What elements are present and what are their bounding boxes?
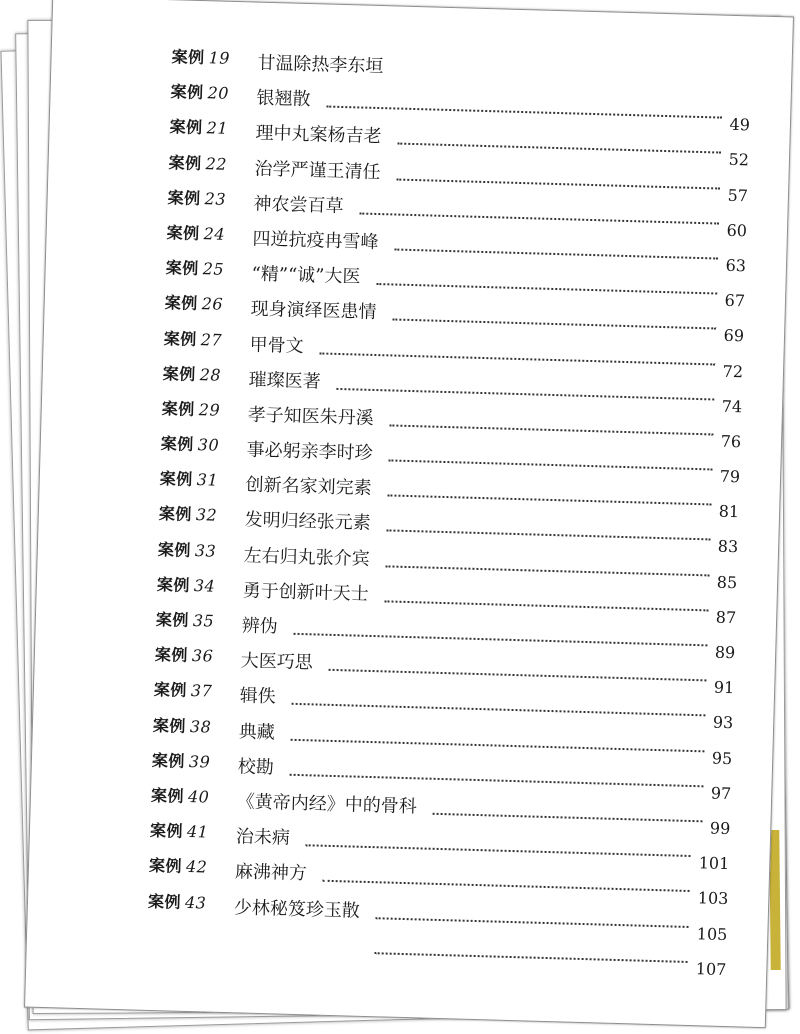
case-number: 33 (194, 540, 217, 561)
case-number: 20 (207, 83, 230, 103)
page-number: 57 (727, 185, 749, 205)
table-of-contents (146, 44, 751, 979)
case-title: 发明归经张元素 (244, 509, 371, 535)
case-label-text: 案例 (166, 223, 200, 243)
page-number: 93 (712, 712, 734, 733)
case-label-text: 案例 (154, 645, 189, 666)
page-number: 99 (709, 818, 731, 839)
case-label (160, 466, 219, 491)
case-number: 30 (197, 435, 220, 455)
case-title: 典藏 (238, 720, 276, 743)
page-number: 49 (729, 114, 751, 135)
page-number: 52 (728, 150, 750, 170)
case-title: 治未病 (235, 826, 291, 849)
dot-leader (392, 319, 716, 330)
case-title: 四逆抗疫冉雪峰 (252, 228, 379, 253)
case-number: 37 (190, 681, 213, 701)
case-label-text: 案例 (164, 293, 199, 314)
case-label-text: 案例 (149, 821, 184, 841)
case-number: 42 (185, 857, 208, 877)
page-number: 69 (723, 326, 745, 346)
case-label (170, 79, 229, 104)
case-label-text: 案例 (161, 398, 196, 419)
case-title: 现身演绎医患情 (250, 298, 377, 324)
case-number: 39 (188, 751, 211, 772)
case-number: 27 (200, 329, 223, 350)
case-label-text: 案例 (158, 504, 193, 525)
case-number: 41 (186, 822, 209, 842)
case-title: 孝子知医朱丹溪 (247, 404, 374, 429)
page-number: 89 (714, 642, 736, 663)
case-label-text: 案例 (155, 609, 190, 630)
page-number: 107 (695, 958, 727, 979)
page-number: 79 (719, 466, 741, 487)
case-label-text: 案例 (151, 750, 186, 771)
case-label-text: 案例 (167, 187, 201, 208)
case-label-text: 案例 (170, 82, 204, 103)
case-label (150, 818, 209, 843)
case-label (156, 607, 215, 632)
case-label-text: 案例 (147, 891, 182, 912)
case-label (162, 396, 221, 421)
page-number: 87 (715, 607, 737, 627)
case-number: 28 (199, 364, 222, 385)
case-label (167, 185, 226, 210)
case-label (159, 501, 218, 526)
dot-leader (290, 774, 704, 788)
case-label-text: 案例 (152, 715, 187, 736)
case-title: 《黄帝内经》中的骨科 (236, 791, 418, 818)
case-label-text: 案例 (165, 258, 199, 279)
case-label-text: 案例 (159, 469, 194, 490)
case-number: 21 (206, 118, 229, 139)
dot-leader (386, 530, 710, 541)
case-label-text: 案例 (153, 680, 188, 701)
dot-leader (292, 703, 706, 717)
case-number: 36 (191, 646, 214, 666)
case-title: 校勘 (237, 756, 275, 779)
page-number: 83 (717, 537, 739, 557)
dot-leader (389, 424, 713, 435)
dot-leader (397, 143, 721, 154)
case-label (158, 537, 217, 562)
page-number: 81 (718, 501, 740, 522)
dot-leader (376, 283, 717, 295)
case-label (154, 677, 213, 702)
case-label (157, 572, 216, 597)
case-number: 22 (205, 153, 228, 174)
dot-leader (294, 633, 708, 647)
toc-page (24, 0, 794, 1028)
case-label (155, 642, 214, 667)
case-title: 璀璨医著 (248, 369, 321, 393)
case-label (166, 220, 225, 245)
dot-leader (323, 880, 690, 892)
case-number: 31 (196, 470, 219, 490)
dot-leader (376, 917, 689, 928)
case-number: 23 (204, 188, 227, 209)
cover-edge-right (769, 830, 780, 970)
case-label (168, 150, 227, 175)
dot-leader (388, 459, 712, 470)
page-number: 91 (713, 677, 735, 698)
page-number: 67 (724, 290, 746, 311)
page-number: 97 (710, 783, 732, 803)
dot-leader (396, 178, 720, 189)
dot-leader (291, 738, 705, 752)
dot-leader (319, 352, 715, 365)
case-label (163, 326, 222, 351)
case-label (164, 290, 223, 315)
case-number: 26 (201, 294, 224, 315)
case-label (162, 361, 221, 386)
case-label-text: 案例 (160, 434, 195, 455)
case-label-text: 案例 (148, 856, 183, 877)
case-title: 甘温除热李东垣 (257, 52, 384, 78)
case-title: 麻沸神方 (234, 861, 308, 885)
case-number: 29 (198, 399, 221, 420)
case-label (151, 783, 210, 808)
case-label-text: 案例 (156, 574, 191, 595)
case-title: 事必躬亲李时珍 (246, 439, 373, 465)
case-label (148, 888, 207, 913)
page-number: 72 (722, 361, 744, 381)
dot-leader (306, 844, 691, 857)
dot-leader (359, 212, 719, 224)
case-number: 32 (195, 505, 218, 526)
page-number: 103 (697, 888, 729, 909)
case-number: 40 (187, 786, 210, 807)
dot-leader (329, 669, 707, 682)
case-label-text: 案例 (157, 539, 192, 560)
dot-leader (387, 495, 711, 506)
page-number: 63 (725, 255, 747, 276)
case-title: 治学严谨王清任 (254, 158, 381, 183)
page-number: 85 (716, 572, 738, 592)
page-number: 74 (721, 396, 743, 416)
page-number: 76 (720, 431, 742, 452)
case-number: 43 (184, 892, 207, 912)
dot-leader (375, 952, 688, 963)
dot-leader (394, 248, 718, 259)
case-title: 勇于创新叶天士 (242, 580, 369, 605)
case-title: 大医巧思 (240, 650, 314, 674)
case-label (153, 713, 212, 738)
page-number: 105 (696, 923, 728, 944)
case-label-text: 案例 (171, 47, 205, 68)
case-label (161, 431, 220, 456)
case-title: 辨伪 (241, 615, 279, 638)
dot-leader (385, 565, 709, 576)
case-title: 少林秘笈珍玉散 (233, 896, 361, 922)
dot-leader (336, 388, 714, 401)
case-number: 19 (208, 48, 231, 68)
case-number: 24 (203, 224, 226, 244)
case-title: 银翘散 (256, 87, 311, 111)
case-label-text: 案例 (150, 785, 185, 806)
case-title: 神农尝百草 (253, 193, 344, 217)
case-label (171, 44, 230, 69)
case-label-text: 案例 (168, 152, 202, 173)
case-title: 理中丸案杨吉老 (255, 122, 382, 148)
page-number: 95 (711, 748, 733, 768)
case-title: 创新名家刘完素 (245, 474, 372, 500)
case-label-text: 案例 (169, 117, 203, 138)
case-title: 辑佚 (239, 685, 277, 708)
dot-leader (433, 813, 703, 823)
case-label (169, 115, 228, 140)
case-label (149, 853, 208, 878)
case-label (152, 748, 211, 773)
case-label-text: 案例 (162, 363, 197, 384)
case-number: 38 (189, 716, 212, 737)
case-number: 25 (202, 259, 225, 279)
case-number: 35 (192, 611, 215, 631)
case-label-text: 案例 (163, 328, 198, 349)
case-title: 甲骨文 (249, 333, 304, 357)
case-title: 左右归丸张介宾 (243, 545, 370, 570)
page-number: 101 (698, 853, 730, 874)
dot-leader (326, 106, 722, 119)
case-title: “精”“诚”大医 (251, 263, 361, 288)
dot-leader (384, 600, 708, 611)
case-number: 34 (193, 575, 216, 596)
case-label (165, 255, 224, 280)
page-number: 60 (726, 220, 748, 241)
